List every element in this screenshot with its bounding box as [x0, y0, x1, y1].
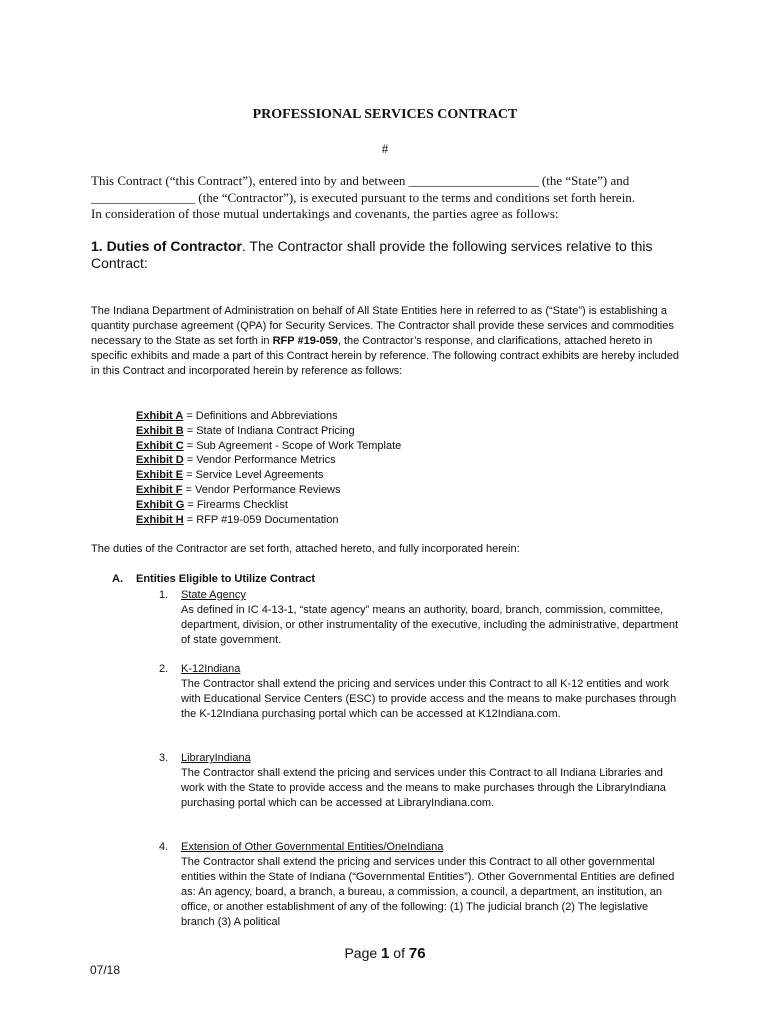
list-item-text: The Contractor shall extend the pricing and services under this Contract to all K-12 entities and work with Educational Service Centers (ESC) to provide access and the means to make purchases through the K-12Indiana purchasing portal which can be accessed at K12Indiana.com.: [181, 678, 677, 720]
body-paragraph: [91, 304, 686, 379]
paragraph-text: , the Contractor’s response, and clarifications, attached hereto in specific exhibits and made a part of this Contract herein by reference. The following contract exhibits are hereby included in this Contract and incorporated herein by reference as follows:: [91, 335, 680, 377]
exhibit-item: [136, 513, 401, 528]
page-current: 1: [381, 945, 390, 962]
section-1-heading: 1. Duties of Contractor: [91, 238, 242, 254]
exhibit-desc: = Vendor Performance Metrics: [183, 454, 336, 467]
exhibit-desc: = Vendor Performance Reviews: [182, 483, 341, 496]
exhibit-name: Exhibit G: [136, 498, 185, 511]
list-item-heading: K-12Indiana: [181, 663, 241, 675]
list-item: [159, 840, 679, 930]
intro-line: ________________ (the “Contractor”), is executed pursuant to the terms and conditions set forth herein.: [91, 189, 636, 205]
list-item-text: The Contractor shall extend the pricing and services under this Contract to all other governmental entities within the State of Indiana (“Governmental Entities”). Other Governmental Entities are defined as: An agency, board, a branch, a bureau, a commission, a council, a department, an institution, an office, or another establishment of any of the following: (1) The judicial branch (2) The legislative branch (3) A political: [181, 856, 675, 928]
intro-paragraph: [91, 173, 681, 223]
page-of-label: of: [389, 945, 409, 961]
contract-number: #: [381, 141, 389, 156]
duties-set-forth-text: The duties of the Contractor are set forth, attached hereto, and fully incorporated herein:: [91, 543, 520, 555]
exhibit-name: Exhibit C: [136, 439, 184, 452]
exhibit-desc: = Service Level Agreements: [183, 469, 324, 482]
exhibit-name: Exhibit H: [136, 513, 184, 526]
list-item: [159, 588, 679, 648]
exhibit-desc: = State of Indiana Contract Pricing: [183, 424, 355, 437]
intro-line: This Contract (“this Contract”), entered into by and between ____________________ (the “State”) and: [91, 173, 630, 188]
exhibit-name: Exhibit F: [136, 483, 183, 496]
list-item-heading: State Agency: [181, 589, 246, 601]
list-item: [159, 751, 679, 811]
section-a-heading: [112, 573, 315, 585]
exhibit-desc: = Definitions and Abbreviations: [183, 410, 338, 422]
list-item-text: As defined in IC 4-13-1, “state agency” means an authority, board, branch, commission, committee, department, division, or other instrumentality of the executive, including the administrative, department of state government.: [181, 604, 679, 646]
list-item-number: 4.: [159, 841, 169, 853]
footer-date: 07/18: [90, 963, 121, 977]
list-item-text: The Contractor shall extend the pricing and services under this Contract to all Indiana Libraries and work with the State to provide access and the means to make purchases through the LibraryIndiana purchasing portal which can be accessed at LibraryIndiana.com.: [181, 767, 666, 809]
exhibit-item: [136, 468, 401, 483]
section-a-letter: A.: [112, 573, 123, 585]
list-item-heading: Extension of Other Governmental Entities/OneIndiana: [181, 841, 444, 853]
exhibit-desc: = Sub Agreement - Scope of Work Template: [183, 439, 402, 452]
exhibit-name: Exhibit E: [136, 469, 184, 482]
exhibit-item: [136, 409, 401, 424]
exhibit-list: [136, 409, 401, 527]
list-item-number: 3.: [159, 752, 169, 764]
document-title: PROFESSIONAL SERVICES CONTRACT: [252, 107, 518, 122]
section-1-text: . The Contractor shall provide the following services relative to this Contract:: [91, 238, 653, 271]
exhibit-item: [136, 439, 401, 454]
exhibit-name: Exhibit A: [136, 410, 184, 422]
list-item-number: 1.: [159, 589, 169, 601]
exhibit-item: [136, 498, 401, 513]
rfp-number: RFP #19-059: [272, 335, 338, 347]
section-1-duties: [91, 238, 681, 272]
exhibit-desc: = RFP #19-059 Documentation: [183, 513, 339, 526]
intro-line: In consideration of those mutual undertakings and covenants, the parties agree as follows:: [91, 206, 559, 221]
exhibit-item: [136, 453, 401, 468]
exhibit-name: Exhibit D: [136, 454, 184, 467]
exhibit-name: Exhibit B: [136, 424, 184, 437]
section-a-title: Entities Eligible to Utilize Contract: [136, 573, 316, 585]
paragraph-text: The Indiana Department of Administration on behalf of All State Entities here in referred to as (“State”) is establishing a quantity purchase agreement (QPA) for Security Services. The Contractor shall provide these services and commodities necessary to the State as set forth in: [91, 305, 674, 347]
exhibit-desc: = Firearms Checklist: [184, 498, 288, 511]
exhibit-item: [136, 483, 401, 498]
list-item-heading: LibraryIndiana: [181, 752, 251, 764]
page-total: 76: [408, 945, 426, 962]
page-label: Page: [344, 945, 382, 961]
exhibit-item: [136, 424, 401, 439]
page-number-footer: [0, 945, 770, 962]
list-item: [159, 662, 679, 722]
list-item-number: 2.: [159, 663, 169, 675]
